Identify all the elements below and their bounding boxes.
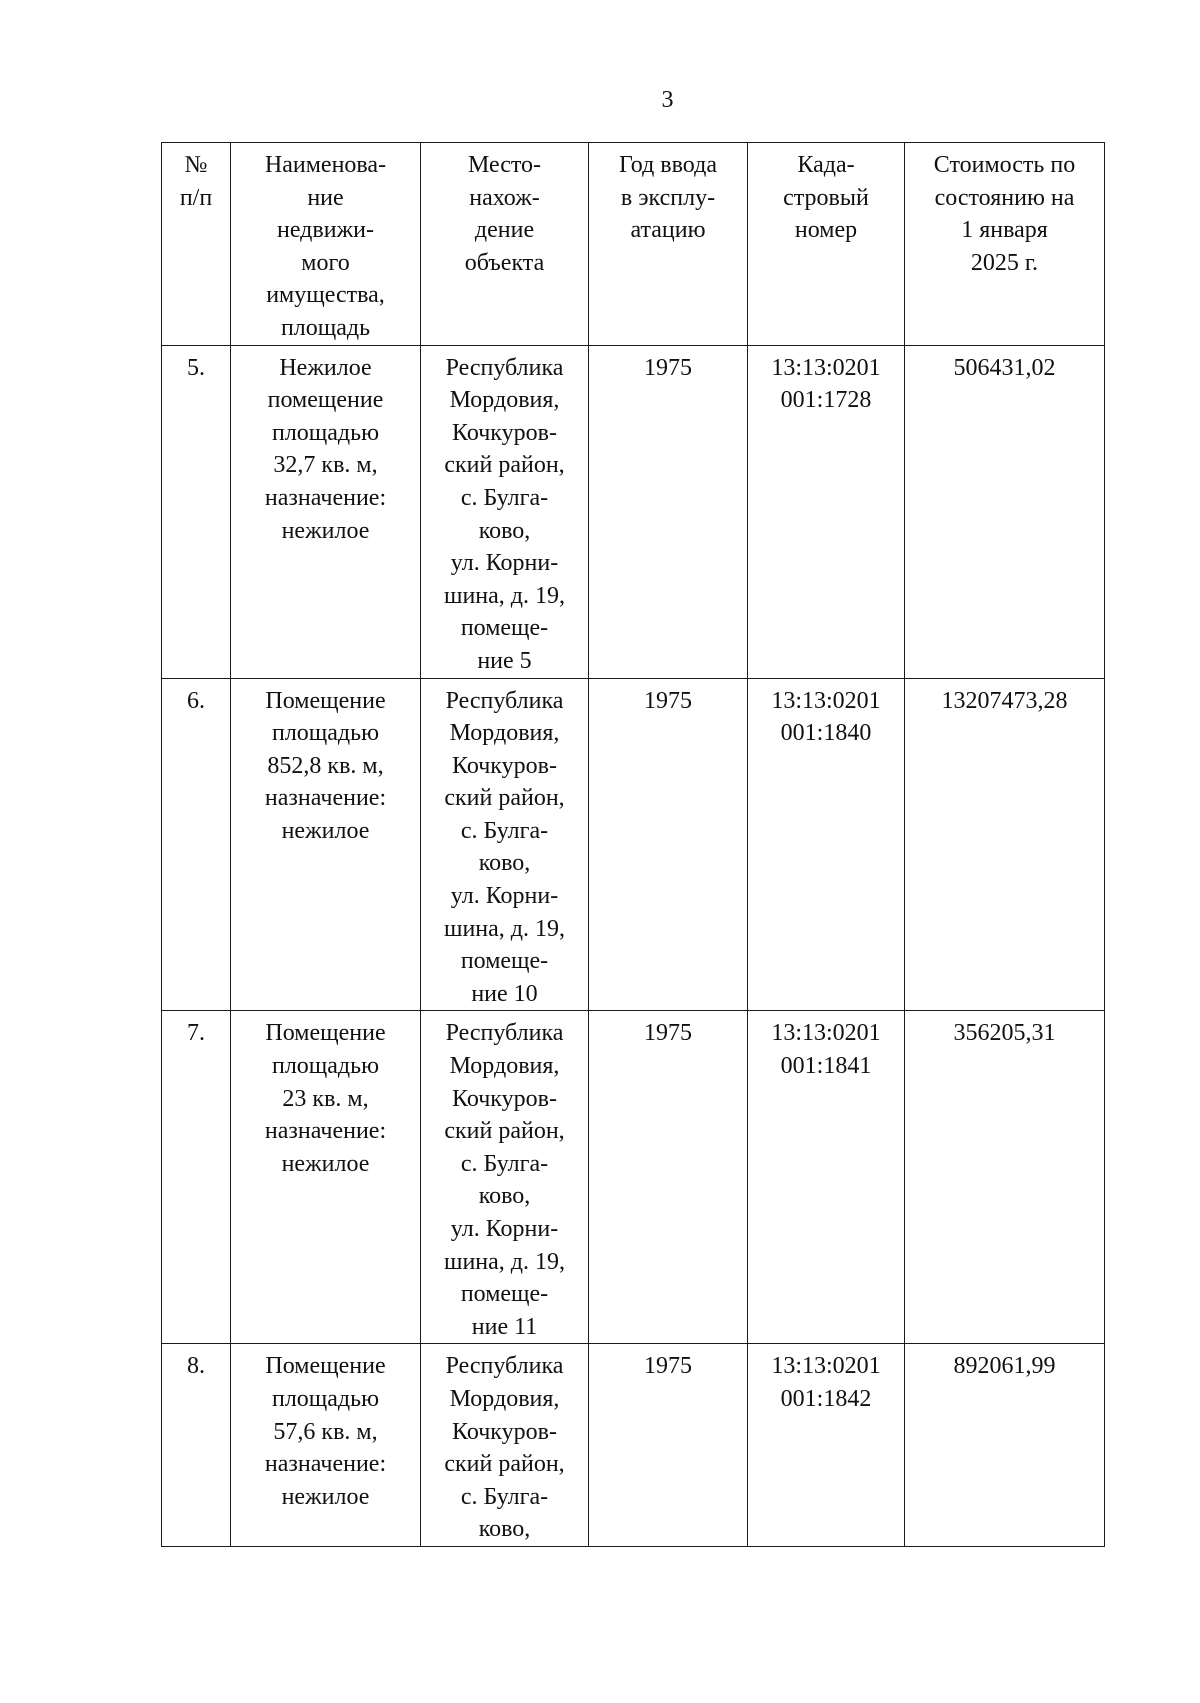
cell-location: Республика Мордовия, Кочкуров- ский район, с. Булга- ково, [421, 1344, 589, 1547]
cell-cost: 13207473,28 [905, 678, 1105, 1011]
cell-cadastral: 13:13:0201 001:1728 [748, 345, 905, 678]
header-cadastral: Када- стровый номер [748, 143, 905, 346]
header-name: Наименова- ние недвижи- мого имущества, площадь [231, 143, 421, 346]
cell-cost: 892061,99 [905, 1344, 1105, 1547]
cell-year: 1975 [589, 345, 748, 678]
table-row [162, 345, 1105, 678]
header-number: № п/п [162, 143, 231, 346]
cell-cadastral: 13:13:0201 001:1841 [748, 1011, 905, 1344]
cell-number: 7. [162, 1011, 231, 1344]
cell-year: 1975 [589, 1011, 748, 1344]
table-row [162, 1011, 1105, 1344]
cell-year: 1975 [589, 678, 748, 1011]
table-header-row [162, 143, 1105, 346]
page-number: 3 [661, 87, 674, 113]
cell-number: 5. [162, 345, 231, 678]
property-table [161, 142, 1105, 1547]
cell-location: Республика Мордовия, Кочкуров- ский район, с. Булга- ково, ул. Корни- шина, д. 19, помеще- ние 11 [421, 1011, 589, 1344]
cell-location: Республика Мордовия, Кочкуров- ский район, с. Булга- ково, ул. Корни- шина, д. 19, помеще- ние 5 [421, 345, 589, 678]
cell-number: 6. [162, 678, 231, 1011]
cell-cost: 506431,02 [905, 345, 1105, 678]
cell-location: Республика Мордовия, Кочкуров- ский район, с. Булга- ково, ул. Корни- шина, д. 19, помеще- ние 10 [421, 678, 589, 1011]
header-cost: Стоимость по состоянию на 1 января 2025 г. [905, 143, 1105, 346]
header-location: Место- нахож- дение объекта [421, 143, 589, 346]
cell-year: 1975 [589, 1344, 748, 1547]
cell-cadastral: 13:13:0201 001:1842 [748, 1344, 905, 1547]
table-row [162, 678, 1105, 1011]
cell-name: Помещение площадью 57,6 кв. м, назначение: нежилое [231, 1344, 421, 1547]
cell-name: Нежилое помещение площадью 32,7 кв. м, назначение: нежилое [231, 345, 421, 678]
cell-number: 8. [162, 1344, 231, 1547]
header-year: Год ввода в эксплу- атацию [589, 143, 748, 346]
table-row [162, 1344, 1105, 1547]
cell-name: Помещение площадью 852,8 кв. м, назначение: нежилое [231, 678, 421, 1011]
cell-cost: 356205,31 [905, 1011, 1105, 1344]
cell-cadastral: 13:13:0201 001:1840 [748, 678, 905, 1011]
cell-name: Помещение площадью 23 кв. м, назначение: нежилое [231, 1011, 421, 1344]
